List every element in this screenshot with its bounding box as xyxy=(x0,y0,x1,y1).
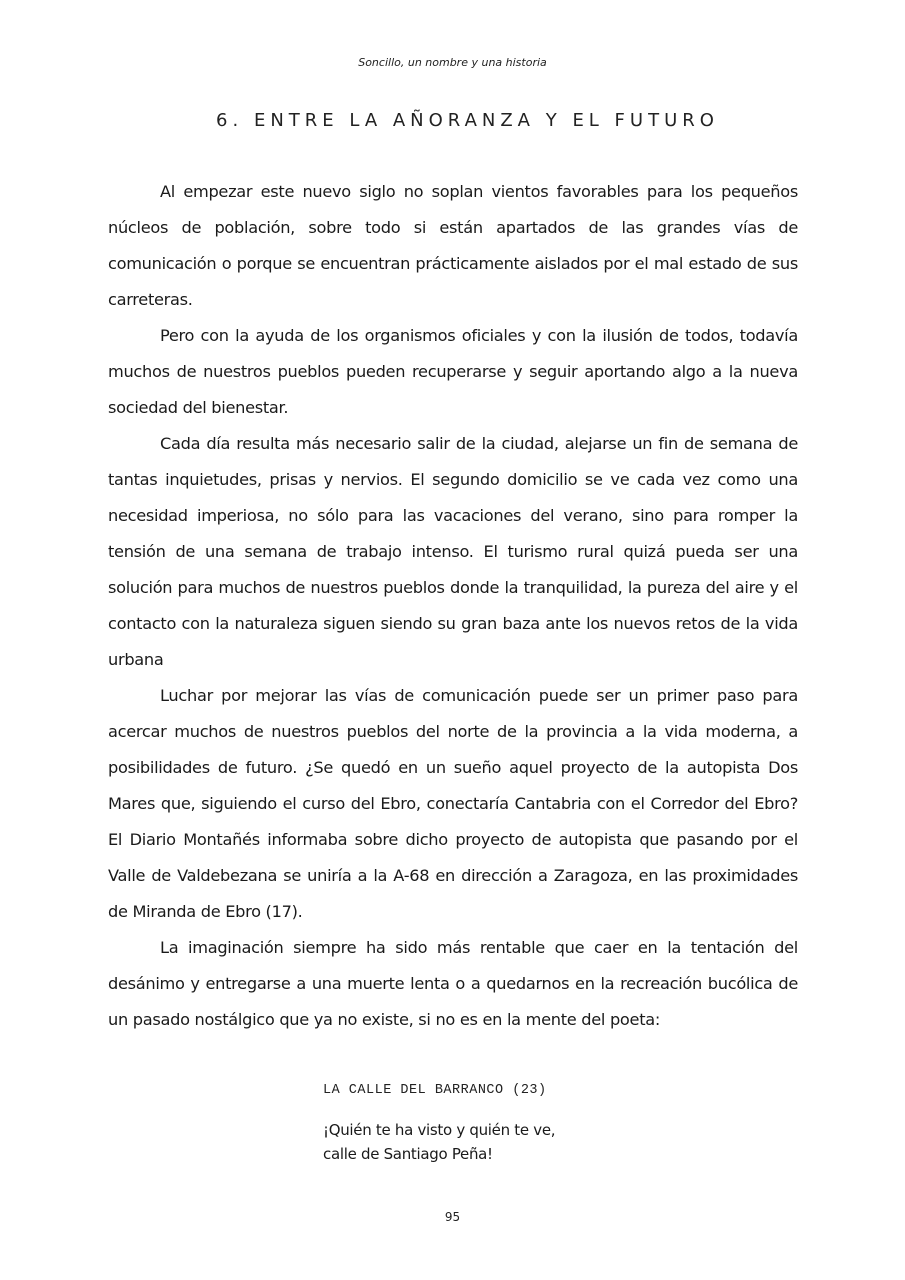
paragraph: La imaginación siempre ha sido más rentable que caer en la tentación del desánimo y entregarse a una muerte lenta o a quedarnos en la recreación bucólica de un pasado nostálgico que ya no existe, si no es en la mente del poeta: xyxy=(108,938,798,1029)
poem-title: LA CALLE DEL BARRANCO (23) xyxy=(323,1083,547,1098)
paragraph: Cada día resulta más necesario salir de la ciudad, alejarse un fin de semana de tantas inquietudes, prisas y nervios. El segundo domicilio se ve cada vez como una necesidad imperiosa, no sólo para las vacaciones del verano, sino para romper la tensión de una semana de trabajo intenso. El turismo rural quizá pueda ser una solución para muchos de nuestros pueblos donde la tranquilidad, la pureza del aire y el contacto con la naturaleza siguen siendo su gran baza ante los nuevos retos de la vida urbana xyxy=(108,434,798,669)
body-text xyxy=(108,174,798,1038)
chapter-title: 6. ENTRE LA AÑORANZA Y EL FUTURO xyxy=(216,110,719,131)
running-header: Soncillo, un nombre y una historia xyxy=(358,56,547,69)
poem-line: calle de Santiago Peña! xyxy=(323,1145,493,1163)
poem-block xyxy=(323,1083,743,1166)
paragraph: Al empezar este nuevo siglo no soplan vientos favorables para los pequeños núcleos de población, sobre todo si están apartados de las grandes vías de comunicación o porque se encuentran prácticamente aislados por el mal estado de sus carreteras. xyxy=(108,182,798,309)
paragraph: Luchar por mejorar las vías de comunicación puede ser un primer paso para acercar muchos de nuestros pueblos del norte de la provincia a la vida moderna, a posibilidades de futuro. ¿Se quedó en un sueño aquel proyecto de la autopista Dos Mares que, siguiendo el curso del Ebro, conectaría Cantabria con el Corredor del Ebro? El Diario Montañés informaba sobre dicho proyecto de autopista que pasando por el Valle de Valdebezana se uniría a la A-68 en dirección a Zaragoza, en las proximidades de Miranda de Ebro (17). xyxy=(108,686,798,921)
poem-line: ¡Quién te ha visto y quién te ve, xyxy=(323,1121,556,1139)
paragraph: Pero con la ayuda de los organismos oficiales y con la ilusión de todos, todavía muchos de nuestros pueblos pueden recuperarse y seguir aportando algo a la nueva sociedad del bienestar. xyxy=(108,326,798,417)
page-number: 95 xyxy=(444,1210,461,1224)
